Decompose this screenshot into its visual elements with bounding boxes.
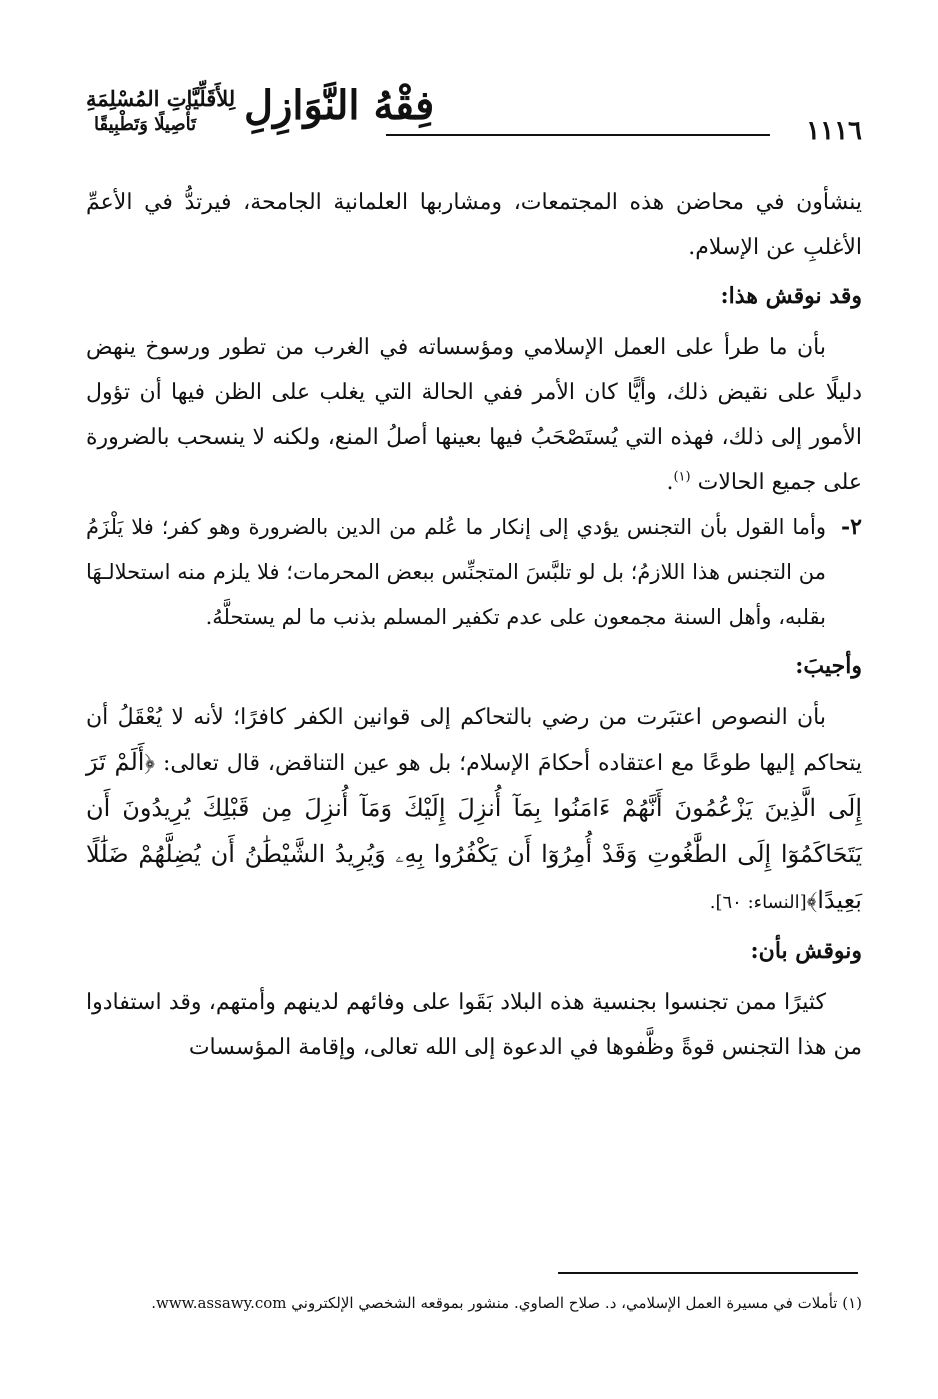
- quran-verse: ﴿أَلَمْ تَرَ إِلَى الَّذِينَ يَزْعُمُونَ أَنَّهُمْ ءَامَنُوا بِمَآ أُنزِلَ إِلَيْكَ وَمَآ أُنزِلَ مِن قَبْلِكَ يُرِيدُونَ أَن يَتَحَاكَمُوٓا إِلَى الطَّٰغُوتِ وَقَدْ أُمِرُوٓا أَن يَكْفُرُوا بِهِۦ وَيُرِيدُ الشَّيْطَٰنُ أَن يُضِلَّهُمْ ضَلَٰلًا بَعِيدًا﴾: [86, 748, 862, 914]
- header-rule: [386, 134, 770, 136]
- heading-answer: وأجيبَ:: [795, 653, 862, 679]
- footnote-marker: (١): [673, 469, 691, 485]
- quran-reference: [النساء: ٦٠].: [709, 892, 807, 913]
- list-item-2: [86, 505, 862, 640]
- body-text: [86, 180, 862, 1070]
- paragraph-2: [86, 325, 862, 505]
- paragraph-4: كثيرًا ممن تجنسوا بجنسية هذه البلاد بَقَوا على وفائهم لدينهم وأمتهم، وقد استفادوا من هذا التجنس قوةً وظَّفوها في الدعوة إلى الله تعالى، وإقامة المؤسسات: [86, 990, 862, 1060]
- page-number: ١١١٦: [806, 116, 862, 146]
- paragraph-2-text: بأن ما طرأ على العمل الإسلامي ومؤسساته في الغرب من تطور ورسوخ ينهض دليلًا على نقيض ذلك، وأيًّا كان الأمر ففي الحالة التي يغلب على الظن فيها أن تؤول الأمور إلى ذلك، فهذه التي يُستَصْحَبُ فيها بعينها أصلُ المنع، ولكنه لا ينسحب بالضرورة على جميع الحالات: [86, 335, 862, 495]
- heading-rebuttal: ونوقش بأن:: [750, 938, 862, 964]
- paragraph-2-end: .: [666, 470, 674, 495]
- footnote: (١) تأملات في مسيرة العمل الإسلامي، د. صلاح الصاوي. منشور بموقعه الشخصي الإلكتروني www.assawy.com.: [151, 1294, 862, 1312]
- list-item-text: وأما القول بأن التجنس يؤدي إلى إنكار ما عُلم من الدين بالضرورة وهو كفر؛ فلا يَلْزَمُ من التجنس هذا اللازمُ؛ بل لو تلبَّسَ المتجنِّس ببعض المحرمات؛ فلا يلزم منه استحلالـهَا بقلبه، وأهل السنة مجمعون على عدم تكفير المسلم بذنب ما لم يستحلَّهُ.: [86, 515, 826, 629]
- list-item-number: ٢-: [841, 514, 862, 540]
- paragraph-1: ينشأون في محاضن هذه المجتمعات، ومشاربها العلمانية الجامحة، فيرتدُّ في الأعمِّ الأغلبِ عن الإسلام.: [86, 190, 862, 260]
- footnote-rule: [558, 1272, 858, 1274]
- book-subtitle-top: لِلأَقَلِّيَّاتِ المُسْلِمَةِ: [86, 86, 236, 111]
- book-subtitle-bottom: تَأْصِيلًا وَتَطْبِيقًا: [94, 114, 197, 135]
- paragraph-3-text: بأن النصوص اعتبَرت من رضي بالتحاكم إلى قوانين الكفر كافرًا؛ لأنه لا يُعْقَلُ أن يتحاكم إليها طوعًا مع اعتقاده أحكامَ الإسلام؛ بل هو عين التناقض، قال تعالى:: [86, 705, 862, 776]
- heading-discussion: وقد نوقش هذا:: [720, 283, 862, 309]
- book-title: فِقْهُ النَّوَازِلِ: [244, 82, 435, 129]
- page-header: [86, 72, 862, 146]
- paragraph-3: [86, 695, 862, 925]
